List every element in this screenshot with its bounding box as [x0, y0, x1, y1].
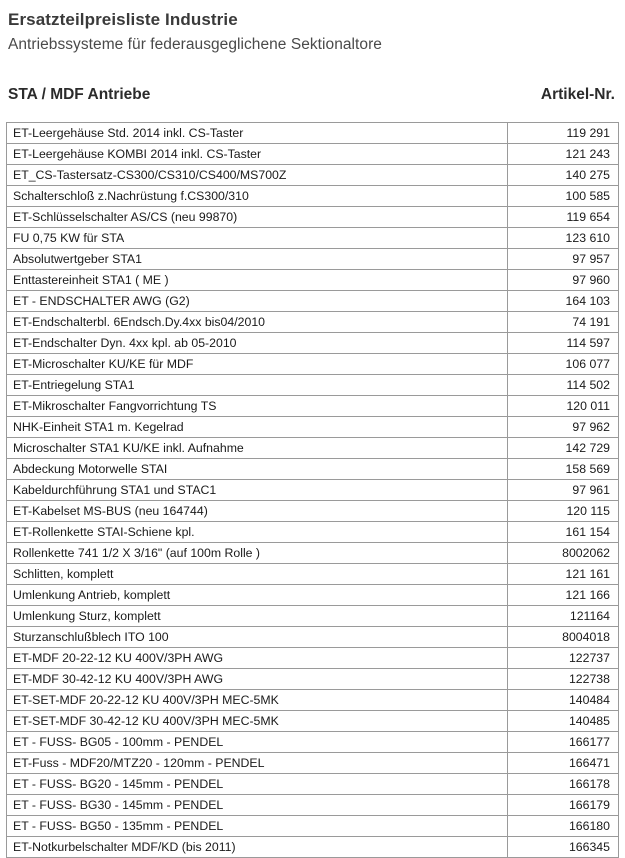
part-number-cell: 114 597 — [508, 333, 619, 354]
part-name-cell: FU 0,75 KW für STA — [7, 228, 508, 249]
part-name-cell: ET-Microschalter KU/KE für MDF — [7, 354, 508, 375]
part-name-cell: ET-Endschalter Dyn. 4xx kpl. ab 05-2010 — [7, 333, 508, 354]
part-number-cell: 122738 — [508, 669, 619, 690]
table-row — [7, 564, 619, 585]
part-name-cell: ET-Notkurbelschalter MDF/KD (bis 2011) — [7, 837, 508, 858]
document-title: Ersatzteilpreisliste Industrie — [8, 10, 238, 29]
part-number-cell: 119 291 — [508, 123, 619, 144]
part-name-cell: ET-SET-MDF 30-42-12 KU 400V/3PH MEC-5MK — [7, 711, 508, 732]
part-number-cell: 97 961 — [508, 480, 619, 501]
section-number-header: Artikel-Nr. — [540, 86, 615, 103]
table-row — [7, 480, 619, 501]
section-title: STA / MDF Antriebe — [8, 86, 151, 103]
part-name-cell: ET-Fuss - MDF20/MTZ20 - 120mm - PENDEL — [7, 753, 508, 774]
document-subtitle: Antriebssysteme für federausgeglichene Sektionaltore — [8, 36, 382, 53]
table-row — [7, 711, 619, 732]
table-row — [7, 627, 619, 648]
table-row — [7, 417, 619, 438]
part-number-cell: 120 011 — [508, 396, 619, 417]
part-name-cell: NHK-Einheit STA1 m. Kegelrad — [7, 417, 508, 438]
part-number-cell: 161 154 — [508, 522, 619, 543]
part-name-cell: ET-Schlüsselschalter AS/CS (neu 99870) — [7, 207, 508, 228]
table-row — [7, 312, 619, 333]
part-name-cell: Sturzanschlußblech ITO 100 — [7, 627, 508, 648]
table-row — [7, 291, 619, 312]
part-number-cell: 166345 — [508, 837, 619, 858]
part-name-cell: Schlitten, komplett — [7, 564, 508, 585]
part-name-cell: ET-Rollenkette STAI-Schiene kpl. — [7, 522, 508, 543]
table-row — [7, 669, 619, 690]
table-row — [7, 396, 619, 417]
part-name-cell: ET - FUSS- BG05 - 100mm - PENDEL — [7, 732, 508, 753]
part-number-cell: 97 957 — [508, 249, 619, 270]
table-row — [7, 522, 619, 543]
part-number-cell: 100 585 — [508, 186, 619, 207]
part-number-cell: 74 191 — [508, 312, 619, 333]
table-row — [7, 606, 619, 627]
part-name-cell: ET-Kabelset MS-BUS (neu 164744) — [7, 501, 508, 522]
part-number-cell: 122737 — [508, 648, 619, 669]
table-row — [7, 354, 619, 375]
table-row — [7, 795, 619, 816]
part-number-cell: 166179 — [508, 795, 619, 816]
part-number-cell: 140484 — [508, 690, 619, 711]
part-number-cell: 8004018 — [508, 627, 619, 648]
part-name-cell: ET - FUSS- BG50 - 135mm - PENDEL — [7, 816, 508, 837]
part-name-cell: Schalterschloß z.Nachrüstung f.CS300/310 — [7, 186, 508, 207]
part-number-cell: 166180 — [508, 816, 619, 837]
table-row — [7, 249, 619, 270]
part-name-cell: ET-Leergehäuse Std. 2014 inkl. CS-Taster — [7, 123, 508, 144]
table-row — [7, 732, 619, 753]
part-number-cell: 166177 — [508, 732, 619, 753]
part-name-cell: ET-Mikroschalter Fangvorrichtung TS — [7, 396, 508, 417]
part-name-cell: ET_CS-Tastersatz-CS300/CS310/CS400/MS700Z — [7, 165, 508, 186]
table-row — [7, 438, 619, 459]
part-number-cell: 166178 — [508, 774, 619, 795]
part-name-cell: Umlenkung Antrieb, komplett — [7, 585, 508, 606]
table-row — [7, 585, 619, 606]
part-name-cell: ET - ENDSCHALTER AWG (G2) — [7, 291, 508, 312]
part-number-cell: 97 960 — [508, 270, 619, 291]
table-row — [7, 228, 619, 249]
table-row — [7, 690, 619, 711]
part-name-cell: ET-Entriegelung STA1 — [7, 375, 508, 396]
document-page — [0, 10, 625, 854]
part-number-cell: 114 502 — [508, 375, 619, 396]
part-number-cell: 164 103 — [508, 291, 619, 312]
part-name-cell: ET - FUSS- BG30 - 145mm - PENDEL — [7, 795, 508, 816]
table-row — [7, 501, 619, 522]
part-name-cell: Kabeldurchführung STA1 und STAC1 — [7, 480, 508, 501]
table-row — [7, 375, 619, 396]
part-number-cell: 121 161 — [508, 564, 619, 585]
part-name-cell: Abdeckung Motorwelle STAI — [7, 459, 508, 480]
part-number-cell: 166471 — [508, 753, 619, 774]
table-row — [7, 774, 619, 795]
part-name-cell: Umlenkung Sturz, komplett — [7, 606, 508, 627]
part-number-cell: 121164 — [508, 606, 619, 627]
table-row — [7, 270, 619, 291]
part-number-cell: 123 610 — [508, 228, 619, 249]
part-number-cell: 140485 — [508, 711, 619, 732]
part-number-cell: 158 569 — [508, 459, 619, 480]
table-row — [7, 123, 619, 144]
table-row — [7, 165, 619, 186]
part-name-cell: Absolutwertgeber STA1 — [7, 249, 508, 270]
part-name-cell: ET-Endschalterbl. 6Endsch.Dy.4xx bis04/2010 — [7, 312, 508, 333]
part-number-cell: 121 243 — [508, 144, 619, 165]
part-name-cell: Rollenkette 741 1/2 X 3/16" (auf 100m Rolle ) — [7, 543, 508, 564]
table-row — [7, 648, 619, 669]
part-number-cell: 121 166 — [508, 585, 619, 606]
parts-table — [6, 122, 619, 858]
part-number-cell: 8002062 — [508, 543, 619, 564]
part-name-cell: Microschalter STA1 KU/KE inkl. Aufnahme — [7, 438, 508, 459]
part-number-cell: 140 275 — [508, 165, 619, 186]
part-name-cell: ET - FUSS- BG20 - 145mm - PENDEL — [7, 774, 508, 795]
part-number-cell: 142 729 — [508, 438, 619, 459]
table-row — [7, 543, 619, 564]
table-row — [7, 459, 619, 480]
part-number-cell: 120 115 — [508, 501, 619, 522]
part-name-cell: ET-MDF 30-42-12 KU 400V/3PH AWG — [7, 669, 508, 690]
table-row — [7, 186, 619, 207]
part-name-cell: Enttastereinheit STA1 ( ME ) — [7, 270, 508, 291]
part-name-cell: ET-SET-MDF 20-22-12 KU 400V/3PH MEC-5MK — [7, 690, 508, 711]
table-row — [7, 753, 619, 774]
part-name-cell: ET-MDF 20-22-12 KU 400V/3PH AWG — [7, 648, 508, 669]
table-row — [7, 207, 619, 228]
table-row — [7, 816, 619, 837]
table-row — [7, 144, 619, 165]
part-number-cell: 97 962 — [508, 417, 619, 438]
table-row — [7, 837, 619, 858]
part-name-cell: ET-Leergehäuse KOMBI 2014 inkl. CS-Taster — [7, 144, 508, 165]
section-header — [8, 86, 617, 104]
part-number-cell: 119 654 — [508, 207, 619, 228]
parts-table-body — [7, 123, 619, 858]
table-row — [7, 333, 619, 354]
part-number-cell: 106 077 — [508, 354, 619, 375]
